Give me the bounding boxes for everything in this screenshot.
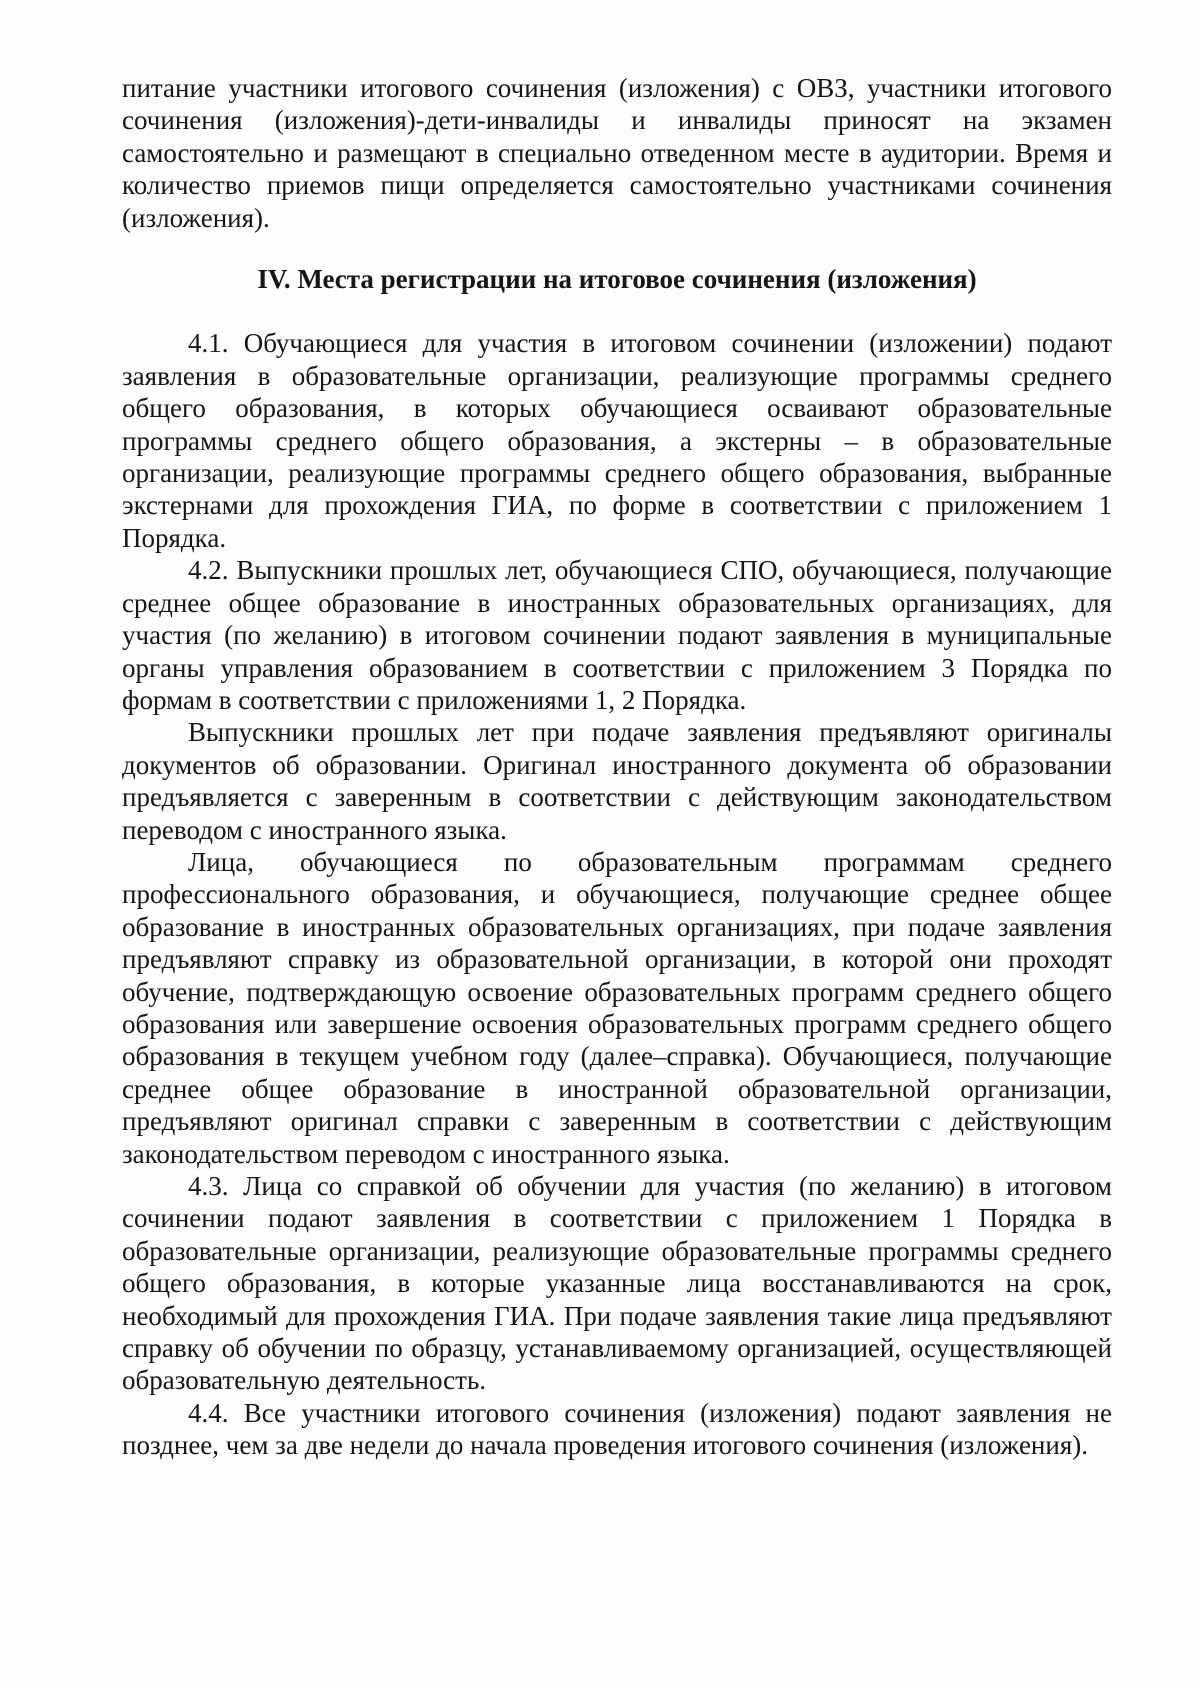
paragraph-certificate: Лица, обучающиеся по образовательным программам среднего профессионального образования, и обучающиеся, получающие среднее общее образование в иностранных образовательных организациях, при подаче заявления предъявляют справку из образовательной организации, в которой они проходят обучение, подтверждающую освоение образовательных программ среднего общего образования или завершение освоения образовательных программ среднего общего образования в текущем учебном году (далее–справка). Обучающиеся, получающие среднее общее образование в иностранной образовательной организации, предъявляют оригинал справки с заверенным в соответствии с действующим законодательством переводом с иностранного языка. [122,846,1112,1169]
paragraph-4-4: 4.4. Все участники итогового сочинения (изложения) подают заявления не позднее, чем за две недели до начала проведения итогового сочинения (изложения). [122,1397,1112,1461]
document-body [122,72,1112,1462]
section-heading: IV. Места регистрации на итоговое сочинения (изложения) [257,264,977,295]
paragraph-graduates-documents: Выпускники прошлых лет при подаче заявления предъявляют оригиналы документов об образовании. Оригинал иностранного документа об образовании предъявляется с заверенным в соответствии с действующим законодательством переводом с иностранного языка. [122,717,1112,845]
intro-paragraph: питание участники итогового сочинения (изложения) с ОВЗ, участники итогового сочинения (изложения)-дети-инвалиды и инвалиды приносят на экзамен самостоятельно и размещают в специально отведенном месте в аудитории. Время и количество приемов пищи определяется самостоятельно участниками сочинения (изложения). [122,73,1112,233]
paragraph-4-1: 4.1. Обучающиеся для участия в итоговом сочинении (изложении) подают заявления в образовательные организации, реализующие программы среднего общего образования, в которых обучающиеся осваивают образовательные программы среднего общего образования, а экстерны – в образовательные организации, реализующие программы среднего общего образования, выбранные экстернами для прохождения ГИА, по форме в соответствии с приложением 1 Порядка. [122,328,1112,553]
paragraph-4-3: 4.3. Лица со справкой об обучении для участия (по желанию) в итоговом сочинении подают заявления в соответствии с приложением 1 Порядка в образовательные организации, реализующие образовательные программы среднего общего образования, в которые указанные лица восстанавливаются на срок, необходимый для прохождения ГИА. При подаче заявления такие лица предъявляют справку об обучении по образцу, устанавливаемому организацией, осуществляющей образовательную деятельность. [122,1171,1112,1396]
paragraph-4-2: 4.2. Выпускники прошлых лет, обучающиеся СПО, обучающиеся, получающие среднее общее образование в иностранных образовательных организациях, для участия (по желанию) в итоговом сочинении подают заявления в муниципальные органы управления образованием в соответствии с приложением 3 Порядка по формам в соответствии с приложениями 1, 2 Порядка. [122,555,1112,715]
